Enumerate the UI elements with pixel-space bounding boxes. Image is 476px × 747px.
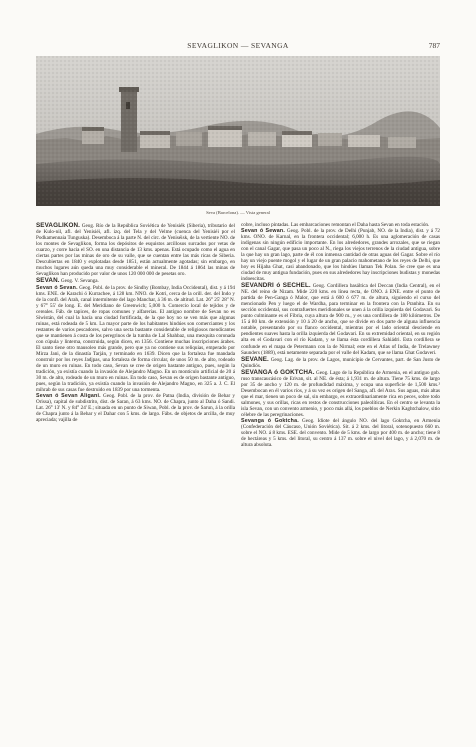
entry-sevan bbox=[36, 277, 235, 284]
entry-headword: SEVANDRI ó SECHEL. bbox=[241, 282, 311, 290]
entry-headword: SEVANE. bbox=[241, 355, 269, 363]
entry-text: cobre, incluso pintadas. Las embarcaciones remontan el Daha hasta Sevan en toda estación. bbox=[241, 222, 430, 228]
entry-sevan-sindh bbox=[36, 285, 235, 393]
entry-text: Geog. V. Sevanga. bbox=[59, 278, 99, 285]
entry-headword: Sevan ó Sevan. bbox=[36, 284, 78, 291]
figure-caption: Seva (Barcelona). — Vista general bbox=[206, 210, 270, 215]
entry-text: Geog. Pobl. de la prov. de Delhi (Punjab, NO. de la India), dist. y á 72 kms. ONO. de Karnal, en la frontera occidental; 6,000 h. Es una aglomeración de casas indígenas sin ningún edificio importante. En los alrededores, grandes arrozales, que se riegan con el canal Gagar, que pasa un poco al N., riega los viejos terrenos de la ciudad antigua, sobre la que hay un gran lago, parte de él con inmensa cantidad de otras aguas del Gagar. Sobre el río hay un viejo puente mogol y el lugar de un gran palacio mahometano de los reyes de Delhi, que hoy es Hijaba Ghat, casi abandonado, que los hindúes llaman Tek Polan. Se cree que es una ciudad de muy antigua fundación, pues en sus alrededores hay inscripciones budistas y monedas indoescitas. bbox=[241, 228, 440, 283]
entry-headword: SEVAN. bbox=[36, 277, 60, 285]
entry-sevandri bbox=[241, 282, 440, 355]
running-head: SEVAGLIKON — SEVANGA bbox=[187, 41, 289, 50]
entry-text: Geog. Pobl. de la prov. de Sindhy (Bombay, India Occidental), dist. y á 194 kms. ENE. de Karachi ó Kurrachee, á 128 km. NNO. de Kotri, cerca de la orill. der. del Indo y de la confl. del Arah, canal intermitente del lago Manchar, á 36 m. de altitud. Lat. 26° 25' 28'' N. y 67° 55' de long. E. del Meridiano de Greenwich; 5,000 h. Comercio local de tejidos y de cereales. Fáb. de tapices, de ropas comunes y alfarerías. El antiguo nombre de Sevan no es Siwistán, del cual la hacía una ciudad fortificada, de la que hoy no se ven más que algunas ruinas, está rodeada de 5 km. La mayor parte de los habitantes hindúes son comerciantes y los restantes de varios pescadores, salvo una secta bastante considerable de religiosos mendicantes que se mantienen á costa de los peregrinos de la tumba de Lal Shahbaz, una mezquita coronada con cúpula y linterna, construida, según dicen, en 1356. Contiene muchas inscripciones árabes. El santo tiene otro mausoleo más grande, pero que ya no contiene sus reliquias, emperado por Mirza Jani, de la dinastía Tarján, y terminado en 1639. Dicen que la fortaleza fue mandada construir por los reyes Jadjpas, una fortaleza de forma circular, de unos 50 m. de alto, rodeado de un muro en ruinas. En todo caso, Sevan se cree de origen bastante antiguo, pues, según la tradición, ya existía cuando la invasión de Alejandro Magno. En un montículo artificial de 20 á 30 m. de alto, rodeado de un muro en ruinas. En todo caso, Sevan es de origen bastante antiguo, pues, según la tradición, ya existía cuando la invasión de Alejandro Magno, en 325 a. J. C. El mihrab de sus casas fue destruido en 1839 por una tormenta. bbox=[36, 284, 235, 393]
entry-headword: Sevan ó Sevan Aligani. bbox=[36, 392, 101, 399]
entry-text: Geog. Río de la República Soviética de Yenisiék (Siberia), tributario del de Kulo-nil, afl. del Yenisiéi, afl. izq. del Tela y del Velme (cuenca del Yenisiéi por el Podkamennaia Tunguska). Desemboca á la parte N. del circ. de Yeniséisk, de la vertiente NO. de los montes de Sevaglikon, forma los depósitos de esquistos arcillosos surcados por vetas de cuarzo, y corre hacia el SO. en una distancia de 13 kms. apenas. Está ocupado como el agua en ciertas partes por las minas de oro de su valle, que se cuentan entre las más ricas de Siberia. Descubiertas en 1840 y explotadas desde 1851, están actualmente agotadas; sin embargo, en muchos lugares aún queda una muy considerable el mineral. De 1844 á 1864 las minas de Sevaglikon han producido por valor de unos 120 000 000 de pesetas oro. bbox=[36, 223, 235, 278]
entry-text: Geog. Idiote del ángulo NO. del lago Goktcha, en Armenia (Confederación del Cáucaso, Unión Soviética). Sit. á 2 kms. del litoral, sotenopuesto 660 m. sobre el NO. á 8 kms. ESE. del convento. Mide de 5 kms. de largo por 400 m. de ancho; tiene 8 de hectáreas y 5 kms. del litoral, su centro á 137 m. sobre el nivel del lago, y á 2,070 m. de altura absoluta. bbox=[241, 418, 440, 449]
town-photograph bbox=[36, 56, 440, 206]
entry-sevan-sewan bbox=[241, 228, 440, 282]
page-number: 787 bbox=[428, 41, 440, 50]
entry-headword: Sevan ó Sewan. bbox=[241, 228, 285, 235]
entry-text: Geog. Pobl. de la prov. de Patna (India, división de Behar y Orissa), capital de subdistrito, dist. de Saran, á 63 kms. NO. de Chapra, junto al Daha ó Sandi. Lat. 26° 13' N. y 84° 24' E.; situada en un punto de Siwan, Pobl. de la prov. de Sarun, á la orilla de Chapra junto á la Behar y el Dahar con 5 kms. de largo. Fábs. de objetos de arcilla, de muy apreciada; vajilla de bbox=[36, 392, 235, 423]
left-column bbox=[36, 222, 235, 423]
entry-sevanga bbox=[241, 369, 440, 418]
entry-headword: SEVAGLIKON. bbox=[36, 222, 81, 229]
entry-sevaglikon bbox=[36, 222, 235, 277]
entry-headword: SEVANGA ó GOKTCHA. bbox=[241, 368, 315, 376]
entry-text: Geog. Lag. de la prov. de Lagos, municipio de Cervantes, part. de San Justo de Quindiós. bbox=[241, 356, 440, 369]
entry-sevanga-island bbox=[241, 418, 440, 448]
entry-sevane bbox=[241, 356, 440, 369]
right-column bbox=[241, 222, 440, 448]
entry-headword: Sevanga ó Goktcha. bbox=[241, 418, 299, 425]
entry-sevan-aligani bbox=[36, 393, 235, 423]
entry-text: Geog. Lago de la República de Armenia, en el antiguo gob. ruso transcaucásico de Erivan, sit. al NE. de ésta; á 1,931 m. de altura. Tiene 75 kms. de largo por 35 de ancho y 120 m. de profundidad máxima, y ocupa una superficie de 1,500 kms.² Desembocan en él varios ríos, y á su vez es origen del Sanga, afl. del Arax. Sus aguas, más altas que el mar, tienen un poco de sal, sin embargo, es extraordinariamente rica en peces, sobre todo salmones, y sus orillas, ricas en restos de construcciones paleolíticas. En el centro se levanta la isla Sevan, con un convento armenio, y poco más allá, los pueblos de Nerkin Kaghtchalow, sitio célebre de las peregrinaciones. bbox=[241, 369, 441, 419]
town-view-image bbox=[36, 56, 440, 206]
entry-text: Geog. Cordillera basáltica del Deccan (India Central), en el NE. del reino de Nizam. Mide 220 kms. en línea recta, de ONO. á ENE. entre el punto de partida de Pen-Ganga ó Malor, que está á 600 ó 677 m. de altura, siguiendo el curso del mencionado Pen y luego el de Wardha, para terminar en la frontera con la Pranhita. En su sección occidental, sus contrafuertes meridionales se unen á la orilla izquierda del Godavari. Su punto culminante es el Fíbria, cuya altura de 900 m., y es una cordillera de 180 kilómetros. De 15 á 80 km. de extensión y 10 á 20 de ancho, que se divide en dos parte de alguna influencia notable, presentando por su flanco occidental, mientras por el lado oriental desciende en pendientes suaves hasta la orilla izquierda del Godavari. En su extremidad oriental, en su región alta en el Godavari con el río Kadam, y se llama ésta cordillera Sahiádri. Esta cordillera se confunde en el mapa de Petermann con la de Nirmal; este en el Atlas of India, de Trelawney Saunders (1889), está netamente separada por el valle del Kadam, que se llama Ghat Godaveri. bbox=[241, 283, 441, 356]
